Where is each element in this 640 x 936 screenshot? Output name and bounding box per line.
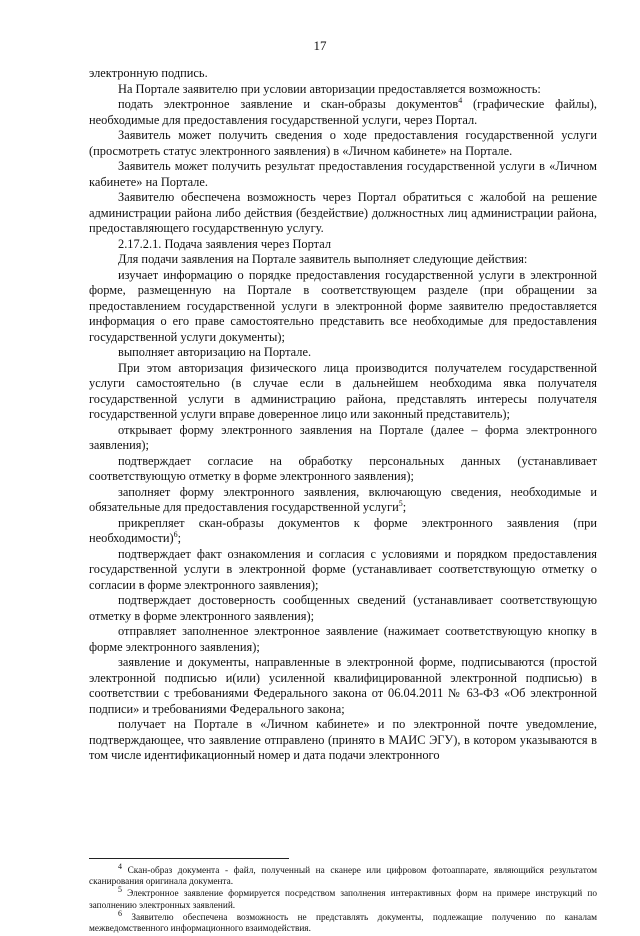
paragraph [89, 97, 597, 128]
paragraph-text: Заявитель может получить сведения о ходе предоставления государственной услуги (просмотреть статус электронного заявления) в «Личном кабинете» на Портале. [89, 128, 597, 158]
footnote-mark: 4 [118, 861, 122, 871]
paragraph [89, 345, 597, 361]
footnote-mark: 5 [118, 885, 122, 895]
paragraph-text: подать электронное заявление и скан-образы документов [118, 97, 459, 111]
paragraph-text: На Портале заявителю при условии авторизации предоставляется возможность: [118, 81, 541, 96]
paragraph-text: отправляет заполненное электронное заявление (нажимает соответствующую кнопку в форме электронного заявления); [89, 624, 597, 654]
paragraph-text-continued: ; [402, 500, 407, 514]
paragraph-text: открывает форму электронного заявления на Портале (далее – форма электронного заявления); [89, 422, 597, 452]
paragraph-text: подтверждает факт ознакомления и согласия с условиями и порядком предоставления государственной услуги в электронной форме (устанавливает соответствующую отметку о согласии в форме электронного заявления); [89, 546, 597, 592]
paragraph-text-continued: ; [177, 531, 182, 545]
paragraph-text: изучает информацию о порядке предоставления государственной услуги в электронной форме, размещенную на Портале в соответствующем разделе (при обращении за предоставлением государственной услуги в электронной форме заявителю предоставляется информация о его праве самостоятельно представить все необходимые для предоставления государственной услуги документы); [89, 267, 597, 344]
footnote-text: Скан-образ документа - файл, полученный на сканере или цифровом фотоаппарате, являющийся результатом сканирования оригинала документа. [89, 866, 597, 888]
paragraph [89, 128, 597, 159]
paragraph [89, 66, 597, 82]
paragraph [89, 593, 597, 624]
footnote [89, 908, 597, 935]
paragraph-text: Для подачи заявления на Портале заявитель выполняет следующие действия: [118, 252, 528, 266]
paragraph [89, 361, 597, 423]
paragraph [89, 190, 597, 237]
paragraph [89, 547, 597, 594]
paragraph [89, 624, 597, 655]
footnote-separator [89, 858, 289, 859]
footnote-mark: 6 [118, 908, 122, 918]
paragraph [89, 159, 597, 190]
footnote-text: Заявителю обеспечена возможность не представлять документы, подлежащие получению по каналам межведомственного информационного взаимодействия. [89, 912, 597, 935]
paragraph [89, 485, 597, 516]
paragraph [89, 423, 597, 454]
paragraph [89, 82, 597, 98]
paragraph-text: При этом авторизация физического лица производится получателем государственной услуги самостоятельно (в случае если в дальнейшем необходима явка получателя государственной услуги в администрацию района, представлять интересы получателя государственной услуги вправе доверенное лицо или законный представитель); [89, 360, 597, 421]
paragraph [89, 252, 597, 268]
paragraph [89, 717, 597, 764]
footnote-reference: 5 [398, 498, 403, 508]
footnote-reference: 6 [173, 529, 178, 539]
paragraph-text: прикрепляет скан-образы документов к форме электронного заявления (при необходимости) [89, 515, 597, 545]
paragraph [89, 237, 597, 253]
paragraph-text: электронную подпись. [89, 66, 208, 80]
footnotes [89, 861, 597, 936]
paragraph-text: заявление и документы, направленные в электронной форме, подписываются (простой электронной подписью и(или) усиленной квалифицированной электронной подписью) в соответствии с требованиями Федерального закона от 06.04.2011 № 63-ФЗ «Об электронной подписи» и требованиями Федерального закона; [89, 655, 597, 716]
paragraph-text-continued: (графические файлы), необходимые для предоставления государственной услуги, через Портал. [89, 97, 597, 127]
footnote-reference: 4 [458, 95, 463, 105]
footnote [89, 861, 597, 888]
paragraph [89, 268, 597, 346]
footnote [89, 885, 597, 911]
footnote-text: Электронное заявление формируется посредством заполнения интерактивных форм на примере инструкций по заполнению электронных заявлений. [89, 889, 597, 911]
paragraph-text: подтверждает достоверность сообщенных сведений (устанавливает соответствующую отметку в форме электронного заявления); [89, 593, 597, 623]
paragraph-text: Заявителю обеспечена возможность через Портал обратиться с жалобой на решение администрации района либо действия (бездействие) должностных лиц администрации района, предоставляющего государственную услугу. [89, 190, 597, 235]
paragraph-text: 2.17.2.1. Подача заявления через Портал [118, 236, 332, 251]
document-body [89, 66, 597, 764]
paragraph-text: выполняет авторизацию на Портале. [118, 345, 312, 359]
paragraph-text: получает на Портале в «Личном кабинете» и по электронной почте уведомление, подтверждающее, что заявление отправлено (принято в МАИС ЭГУ), в котором указываются в том числе идентификационный номер и дата подачи электронного [89, 717, 597, 762]
paragraph-text: заполняет форму электронного заявления, включающую сведения, необходимые и обязательные для предоставления государственной услуги [89, 484, 597, 514]
paragraph [89, 454, 597, 485]
paragraph-text: подтверждает согласие на обработку персональных данных (устанавливает соответствующую отметку в форме электронного заявления); [89, 453, 597, 483]
page-number: 17 [313, 38, 327, 53]
paragraph-text: Заявитель может получить результат предоставления государственной услуги в «Личном кабинете» на Портале. [89, 159, 597, 189]
paragraph [89, 655, 597, 717]
paragraph [89, 516, 597, 547]
